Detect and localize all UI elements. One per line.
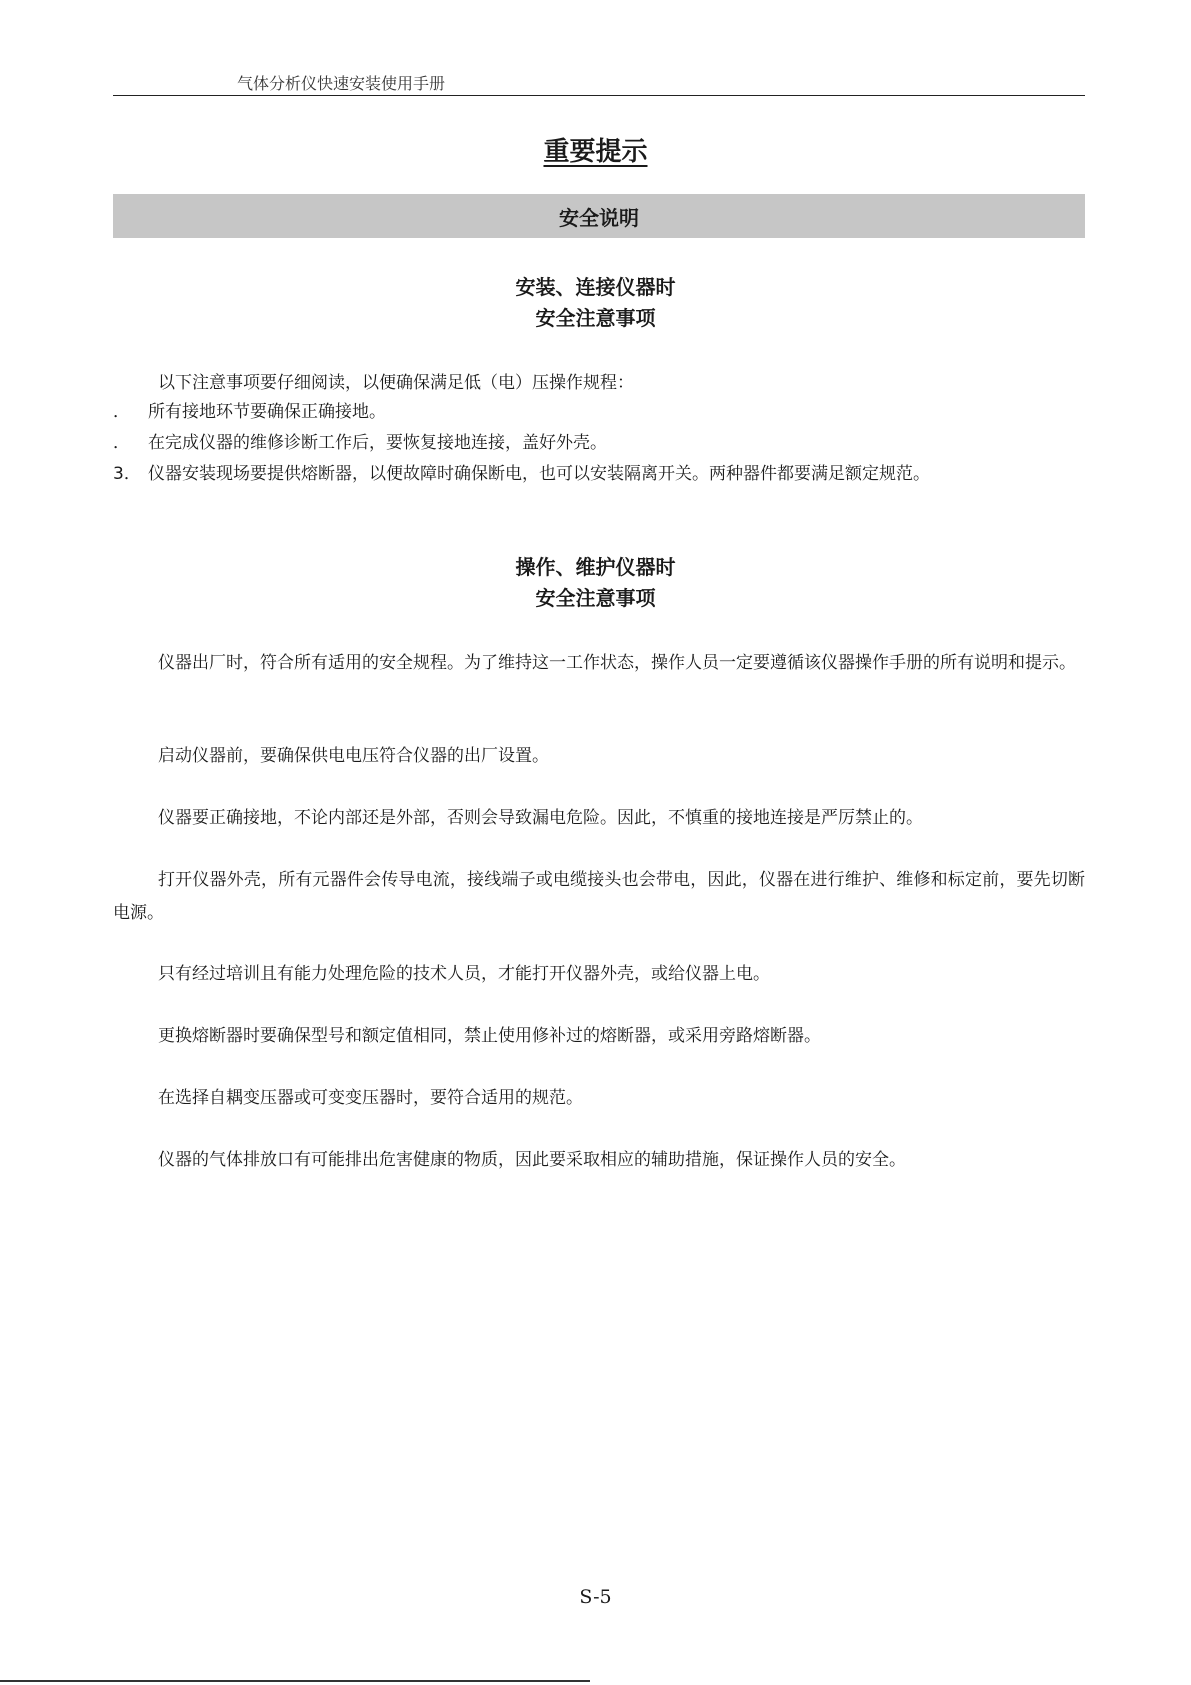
section2-heading-line1: 操作、维护仪器时 bbox=[515, 555, 676, 579]
bottom-divider bbox=[0, 1680, 590, 1682]
section1-heading-line1: 安装、连接仪器时 bbox=[515, 275, 676, 299]
paragraph: 在选择自耦变压器或可变变压器时，要符合适用的规范。 bbox=[158, 1088, 583, 1108]
list-item-text: 仪器安装现场要提供熔断器，以便故障时确保断电，也可以安装隔离开关。两种器件都要满足额定规范。 bbox=[148, 464, 930, 484]
list-item bbox=[113, 459, 1085, 489]
paragraph: 更换熔断器时要确保型号和额定值相同，禁止使用修补过的熔断器，或采用旁路熔断器。 bbox=[158, 1026, 821, 1046]
section2-heading-line2: 安全注意事项 bbox=[535, 586, 656, 610]
paragraph: 打开仪器外壳，所有元器件会传导电流，接线端子或电缆接头也会带电，因此，仪器在进行维护、维修和标定前，要先切断电源。 bbox=[113, 870, 1085, 923]
paragraph: 仪器出厂时，符合所有适用的安全规程。为了维持这一工作状态，操作人员一定要遵循该仪器操作手册的所有说明和提示。 bbox=[158, 653, 1076, 673]
list-marker: ． bbox=[113, 402, 130, 422]
section1-heading-line2: 安全注意事项 bbox=[535, 306, 656, 330]
page-title-text: 重要提示 bbox=[543, 137, 648, 167]
list-item-text: 所有接地环节要确保正确接地。 bbox=[148, 402, 386, 422]
paragraph: 启动仪器前，要确保供电电压符合仪器的出厂设置。 bbox=[158, 746, 549, 766]
paragraph: 只有经过培训且有能力处理危险的技术人员，才能打开仪器外壳，或给仪器上电。 bbox=[158, 964, 770, 984]
section1-heading bbox=[0, 272, 1191, 334]
list-marker: 3． bbox=[113, 464, 141, 484]
section1-intro: 以下注意事项要仔细阅读，以便确保满足低（电）压操作规程： bbox=[158, 373, 634, 393]
page-title bbox=[0, 131, 1191, 168]
list-marker: ． bbox=[113, 433, 130, 453]
manual-title: 气体分析仪快速安装使用手册 bbox=[237, 74, 446, 93]
page-number: S-5 bbox=[579, 1586, 612, 1608]
page-header bbox=[113, 70, 1085, 96]
section2-heading bbox=[0, 552, 1191, 614]
paragraph: 仪器要正确接地，不论内部还是外部，否则会导致漏电危险。因此，不慎重的接地连接是严厉禁止的。 bbox=[158, 808, 923, 828]
list-item-text: 在完成仪器的维修诊断工作后，要恢复接地连接，盖好外壳。 bbox=[148, 433, 607, 453]
section-band: 安全说明 bbox=[113, 194, 1085, 238]
list-item bbox=[113, 397, 1085, 427]
list-item bbox=[113, 428, 1085, 458]
paragraph: 仪器的气体排放口有可能排出危害健康的物质，因此要采取相应的辅助措施，保证操作人员的安全。 bbox=[158, 1150, 906, 1170]
